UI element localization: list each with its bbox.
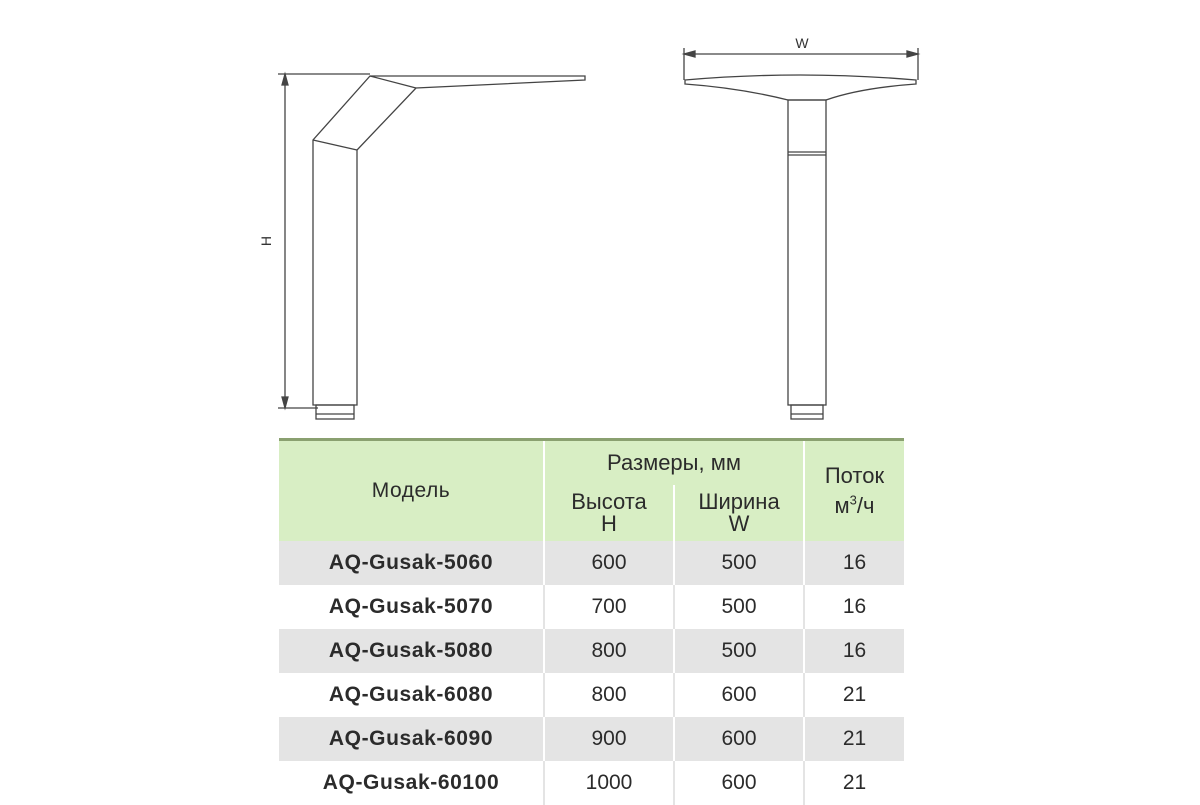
front-view-disk bbox=[685, 75, 916, 100]
cell-flow: 16 bbox=[804, 629, 904, 673]
side-view-outline bbox=[313, 76, 585, 405]
header-model: Модель bbox=[279, 440, 544, 542]
cell-model: AQ-Gusak-60100 bbox=[279, 761, 544, 805]
cell-height: 800 bbox=[544, 629, 674, 673]
cell-height: 700 bbox=[544, 585, 674, 629]
table-row bbox=[279, 629, 904, 673]
cell-model: AQ-Gusak-6080 bbox=[279, 673, 544, 717]
cell-flow: 21 bbox=[804, 761, 904, 805]
side-view bbox=[278, 74, 585, 419]
cell-height: 800 bbox=[544, 673, 674, 717]
cell-flow: 16 bbox=[804, 541, 904, 585]
cell-width: 500 bbox=[674, 585, 804, 629]
cell-flow: 21 bbox=[804, 673, 904, 717]
table-row bbox=[279, 717, 904, 761]
width-label: W bbox=[795, 35, 809, 51]
cell-model: AQ-Gusak-5080 bbox=[279, 629, 544, 673]
front-view-base bbox=[791, 405, 823, 419]
table-row bbox=[279, 585, 904, 629]
flow-unit: $м^3/ч$ bbox=[834, 492, 875, 518]
table-row bbox=[279, 541, 904, 585]
front-view-column bbox=[788, 100, 826, 405]
cell-flow: 16 bbox=[804, 585, 904, 629]
cell-model: AQ-Gusak-5060 bbox=[279, 541, 544, 585]
spec-table bbox=[279, 438, 904, 805]
cell-flow: 21 bbox=[804, 717, 904, 761]
side-view-base bbox=[316, 405, 354, 419]
table-header-row-1 bbox=[279, 440, 904, 486]
table-row bbox=[279, 761, 904, 805]
header-dimensions: Размеры, мм bbox=[544, 440, 804, 486]
header-flow: Поток $м^3/ч$ bbox=[804, 440, 904, 542]
cell-width: 500 bbox=[674, 629, 804, 673]
cell-model: AQ-Gusak-5070 bbox=[279, 585, 544, 629]
cell-height: 1000 bbox=[544, 761, 674, 805]
front-view bbox=[684, 48, 918, 419]
cell-model: AQ-Gusak-6090 bbox=[279, 717, 544, 761]
height-label: H bbox=[258, 235, 274, 247]
cell-width: 500 bbox=[674, 541, 804, 585]
header-width: Ширина W bbox=[674, 485, 804, 541]
cell-width: 600 bbox=[674, 761, 804, 805]
cell-width: 600 bbox=[674, 673, 804, 717]
cell-width: 600 bbox=[674, 717, 804, 761]
cell-height: 900 bbox=[544, 717, 674, 761]
header-height: Высота H bbox=[544, 485, 674, 541]
cell-height: 600 bbox=[544, 541, 674, 585]
table-row bbox=[279, 673, 904, 717]
